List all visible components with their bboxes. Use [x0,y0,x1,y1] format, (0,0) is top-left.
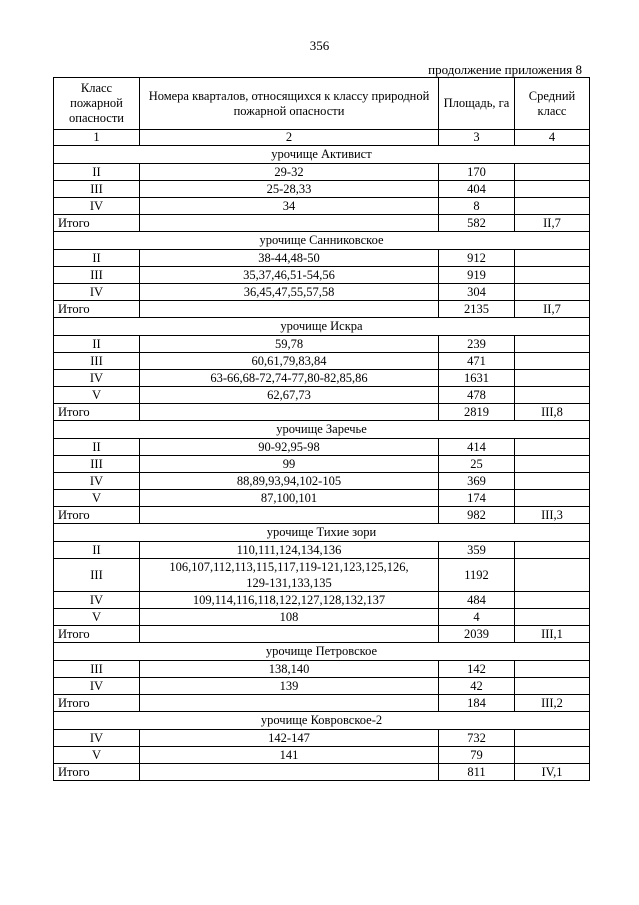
cell-area: 4 [439,609,515,626]
cell-quarters: 25-28,33 [140,181,439,198]
cell-area: 359 [439,542,515,559]
cell-quarters [140,764,439,781]
section-row [54,712,590,730]
column-number: 2 [140,130,439,146]
table-row [54,730,590,747]
table-row [54,490,590,507]
cell-quarters: 35,37,46,51-54,56 [140,267,439,284]
cell-hazard-class: V [54,609,140,626]
cell-area: 2819 [439,404,515,421]
cell-area: 404 [439,181,515,198]
cell-hazard-class: III [54,456,140,473]
cell-hazard-class: IV [54,592,140,609]
table-row [54,473,590,490]
cell-average-class [515,198,590,215]
cell-average-class [515,439,590,456]
cell-area: 811 [439,764,515,781]
cell-hazard-class: IV [54,370,140,387]
cell-hazard-class: III [54,661,140,678]
cell-hazard-class: Итого [54,215,140,232]
cell-hazard-class: Итого [54,764,140,781]
cell-average-class [515,267,590,284]
cell-area: 304 [439,284,515,301]
section-row [54,643,590,661]
cell-hazard-class: III [54,559,140,592]
table-header-row [54,78,590,130]
cell-quarters: 29-32 [140,164,439,181]
cell-quarters: 106,107,112,113,115,117,119-121,123,125,126, 129-131,133,135 [140,559,439,592]
cell-hazard-class: II [54,542,140,559]
cell-area: 170 [439,164,515,181]
cell-average-class [515,164,590,181]
table-row [54,678,590,695]
cell-quarters [140,215,439,232]
cell-hazard-class: III [54,181,140,198]
cell-hazard-class: Итого [54,404,140,421]
cell-quarters: 142-147 [140,730,439,747]
cell-quarters: 59,78 [140,336,439,353]
total-row [54,301,590,318]
cell-area: 79 [439,747,515,764]
cell-area: 919 [439,267,515,284]
table-row [54,456,590,473]
table-row [54,439,590,456]
column-number: 1 [54,130,140,146]
cell-area: 484 [439,592,515,609]
cell-area: 478 [439,387,515,404]
section-title: урочище Тихие зори [54,524,590,542]
cell-average-class [515,456,590,473]
cell-average-class [515,730,590,747]
cell-area: 25 [439,456,515,473]
cell-hazard-class: V [54,747,140,764]
cell-average-class [515,542,590,559]
section-row [54,421,590,439]
table-row [54,198,590,215]
cell-average-class [515,473,590,490]
table-row [54,181,590,198]
cell-quarters: 108 [140,609,439,626]
cell-average-class [515,490,590,507]
cell-area: 174 [439,490,515,507]
cell-average-class [515,592,590,609]
total-row [54,695,590,712]
table-row [54,336,590,353]
column-number: 3 [439,130,515,146]
cell-average-class [515,559,590,592]
total-row [54,404,590,421]
table-row [54,559,590,592]
header-hazard-class: Класс пожарной опасности [54,78,140,130]
table-body [54,130,590,781]
cell-average-class [515,661,590,678]
cell-quarters: 90-92,95-98 [140,439,439,456]
cell-hazard-class: II [54,164,140,181]
cell-area: 732 [439,730,515,747]
cell-hazard-class: V [54,490,140,507]
cell-area: 369 [439,473,515,490]
cell-area: 582 [439,215,515,232]
section-title: урочище Ковровское-2 [54,712,590,730]
cell-hazard-class: IV [54,730,140,747]
section-title: урочище Заречье [54,421,590,439]
table-row [54,250,590,267]
cell-quarters: 34 [140,198,439,215]
section-row [54,146,590,164]
cell-quarters [140,301,439,318]
total-row [54,215,590,232]
cell-average-class [515,609,590,626]
cell-area: 2135 [439,301,515,318]
cell-quarters: 88,89,93,94,102-105 [140,473,439,490]
cell-average-class: III,1 [515,626,590,643]
section-row [54,318,590,336]
cell-area: 42 [439,678,515,695]
cell-area: 471 [439,353,515,370]
cell-quarters [140,626,439,643]
cell-quarters: 63-66,68-72,74-77,80-82,85,86 [140,370,439,387]
cell-hazard-class: Итого [54,301,140,318]
cell-average-class: II,7 [515,215,590,232]
section-title: урочище Искра [54,318,590,336]
section-title: урочище Петровское [54,643,590,661]
cell-area: 982 [439,507,515,524]
header-average-class: Средний класс [515,78,590,130]
cell-quarters: 36,45,47,55,57,58 [140,284,439,301]
table-row [54,609,590,626]
cell-hazard-class: V [54,387,140,404]
table-row [54,542,590,559]
table-row [54,267,590,284]
cell-hazard-class: II [54,439,140,456]
table-row [54,284,590,301]
total-row [54,507,590,524]
cell-area: 912 [439,250,515,267]
header-quarters: Номера кварталов, относящихся к классу природной пожарной опасности [140,78,439,130]
cell-quarters: 87,100,101 [140,490,439,507]
cell-area: 2039 [439,626,515,643]
cell-average-class: III,3 [515,507,590,524]
cell-hazard-class: III [54,267,140,284]
cell-hazard-class: Итого [54,626,140,643]
cell-average-class [515,387,590,404]
cell-area: 8 [439,198,515,215]
table-row [54,661,590,678]
cell-hazard-class: II [54,336,140,353]
cell-quarters: 62,67,73 [140,387,439,404]
cell-area: 1631 [439,370,515,387]
cell-hazard-class: Итого [54,507,140,524]
cell-quarters: 110,111,124,134,136 [140,542,439,559]
cell-average-class: III,2 [515,695,590,712]
cell-average-class: III,8 [515,404,590,421]
cell-quarters: 109,114,116,118,122,127,128,132,137 [140,592,439,609]
cell-area: 1192 [439,559,515,592]
column-number-row [54,130,590,146]
cell-quarters [140,507,439,524]
cell-average-class: II,7 [515,301,590,318]
section-row [54,232,590,250]
cell-average-class [515,250,590,267]
continuation-note: продолжение приложения 8 [428,62,582,77]
cell-average-class [515,370,590,387]
page-number: 356 [309,38,330,53]
cell-hazard-class: IV [54,198,140,215]
table-row [54,747,590,764]
cell-quarters [140,695,439,712]
cell-area: 142 [439,661,515,678]
cell-average-class [515,678,590,695]
table-row [54,370,590,387]
cell-hazard-class: IV [54,473,140,490]
table-row [54,353,590,370]
cell-quarters: 60,61,79,83,84 [140,353,439,370]
cell-average-class [515,336,590,353]
cell-hazard-class: IV [54,284,140,301]
cell-area: 184 [439,695,515,712]
cell-average-class [515,181,590,198]
cell-quarters: 141 [140,747,439,764]
total-row [54,626,590,643]
fire-hazard-table [53,77,590,781]
section-title: урочище Активист [54,146,590,164]
cell-quarters: 139 [140,678,439,695]
cell-quarters: 138,140 [140,661,439,678]
table-row [54,387,590,404]
column-number: 4 [515,130,590,146]
cell-hazard-class: Итого [54,695,140,712]
table-row [54,164,590,181]
cell-average-class [515,747,590,764]
section-row [54,524,590,542]
cell-quarters: 99 [140,456,439,473]
cell-area: 414 [439,439,515,456]
cell-average-class [515,284,590,301]
cell-quarters [140,404,439,421]
cell-hazard-class: IV [54,678,140,695]
cell-average-class: IV,1 [515,764,590,781]
total-row [54,764,590,781]
cell-hazard-class: III [54,353,140,370]
section-title: урочище Санниковское [54,232,590,250]
header-area: Площадь, га [439,78,515,130]
cell-quarters: 38-44,48-50 [140,250,439,267]
cell-hazard-class: II [54,250,140,267]
cell-area: 239 [439,336,515,353]
cell-average-class [515,353,590,370]
table-row [54,592,590,609]
